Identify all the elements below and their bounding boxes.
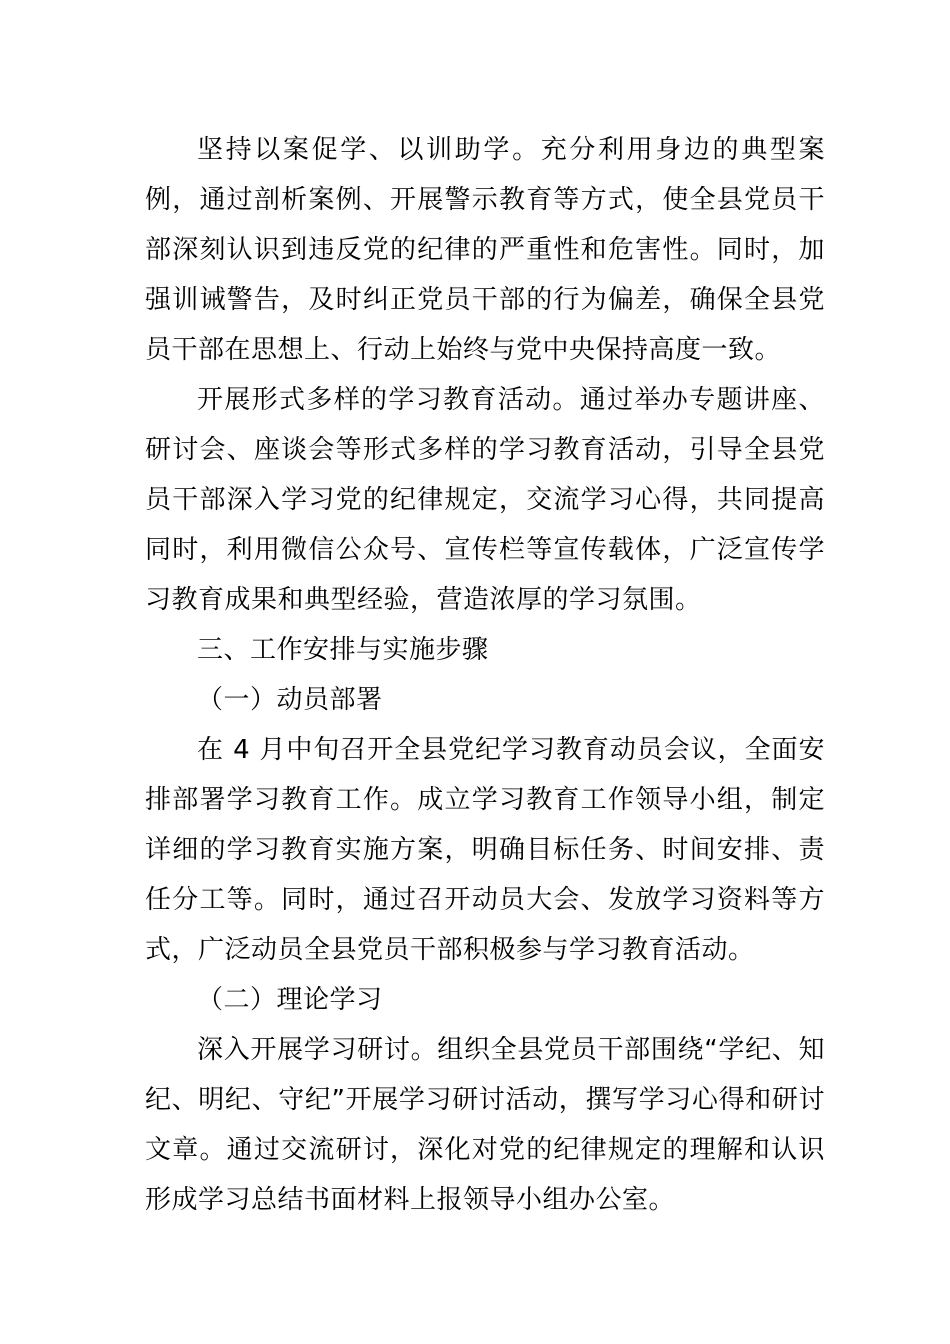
section-heading-work-arrangement: 三、工作安排与实施步骤	[197, 635, 489, 665]
document-body	[145, 125, 825, 1225]
paragraph-theory-study: 深入开展学习研讨。组织全县党员干部围绕“学纪、知纪、明纪、守纪”开展学习研讨活动，撰写学习心得和研讨文章。通过交流研讨，深化对党的纪律规定的理解和认识形成学习总结书面材料上报领导小组办公室。	[145, 1035, 825, 1215]
paragraph-case-study: 坚持以案促学、以训助学。充分利用身边的典型案例，通过剖析案例、开展警示教育等方式，使全县党员干部深刻认识到违反党的纪律的严重性和危害性。同时，加强训诫警告，及时纠正党员干部的行为偏差，确保全县党员干部在思想上、行动上始终与党中央保持高度一致。	[145, 135, 825, 365]
paragraph-mobilization: 在 4 月中旬召开全县党纪学习教育动员会议，全面安排部署学习教育工作。成立学习教育工作领导小组，制定详细的学习教育实施方案，明确目标任务、时间安排、责任分工等。同时，通过召开动员大会、发放学习资料等方式，广泛动员全县党员干部积极参与学习教育活动。	[145, 735, 825, 965]
paragraph-activities: 开展形式多样的学习教育活动。通过举办专题讲座、研讨会、座谈会等形式多样的学习教育活动，引导全县党员干部深入学习党的纪律规定，交流学习心得，共同提高同时，利用微信公众号、宣传栏等宣传载体，广泛宣传学习教育成果和典型经验，营造浓厚的学习氛围。	[145, 385, 825, 615]
subheading-theory-study: （二）理论学习	[197, 985, 383, 1015]
subheading-mobilization: （一）动员部署	[197, 685, 383, 715]
